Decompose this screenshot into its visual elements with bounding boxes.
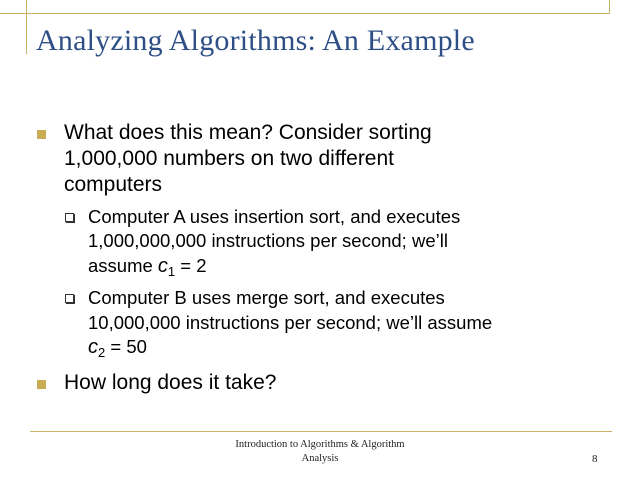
sub-bullet-b-line-2: 10,000,000 instructions per second; we’ll assume bbox=[88, 312, 493, 333]
bullet-1-line-3: computers bbox=[64, 173, 163, 196]
constant-c1-var: c bbox=[157, 255, 168, 277]
sub-bullet-a-line-1: Computer A uses insertion sort, and executes bbox=[88, 206, 461, 227]
sub-bullet-checkbox-icon bbox=[65, 213, 74, 222]
sub-bullet-b-line-1: Computer B uses merge sort, and executes bbox=[88, 287, 445, 308]
footer-rule bbox=[30, 431, 612, 432]
sub-bullet-a-line-2: 1,000,000,000 instructions per second; we’ll bbox=[88, 230, 448, 251]
bullet-2-line-1: How long does it take? bbox=[64, 371, 277, 394]
sub-bullet-b-line-3 bbox=[88, 336, 147, 358]
footer-caption-line-2: Analysis bbox=[301, 453, 339, 464]
corner-vertical-rule-right bbox=[609, 0, 610, 14]
constant-c2-value: = 50 bbox=[105, 336, 147, 357]
sub-bullet-checkbox-icon bbox=[65, 294, 74, 303]
footer-caption-line-1: Introduction to Algorithms & Algorithm bbox=[235, 439, 405, 450]
sub-bullet-a-line-3 bbox=[88, 255, 207, 277]
corner-vertical-rule-left bbox=[26, 0, 27, 54]
constant-c2-subscript: 2 bbox=[98, 345, 106, 360]
footer-caption bbox=[200, 438, 440, 466]
bullet-square-icon bbox=[37, 130, 46, 139]
assume-prefix: assume bbox=[88, 255, 158, 276]
bullet-square-icon bbox=[37, 380, 46, 389]
top-horizontal-rule bbox=[0, 13, 610, 14]
slide-title: Analyzing Algorithms: An Example bbox=[36, 24, 475, 57]
constant-c2-var: c bbox=[88, 336, 98, 358]
bullet-1-line-1: What does this mean? Consider sorting bbox=[64, 121, 432, 144]
constant-c1-value: = 2 bbox=[175, 255, 207, 276]
constant-c1-subscript: 1 bbox=[167, 264, 176, 279]
page-number: 8 bbox=[592, 453, 598, 465]
bullet-1-line-2: 1,000,000 numbers on two different bbox=[64, 147, 395, 170]
